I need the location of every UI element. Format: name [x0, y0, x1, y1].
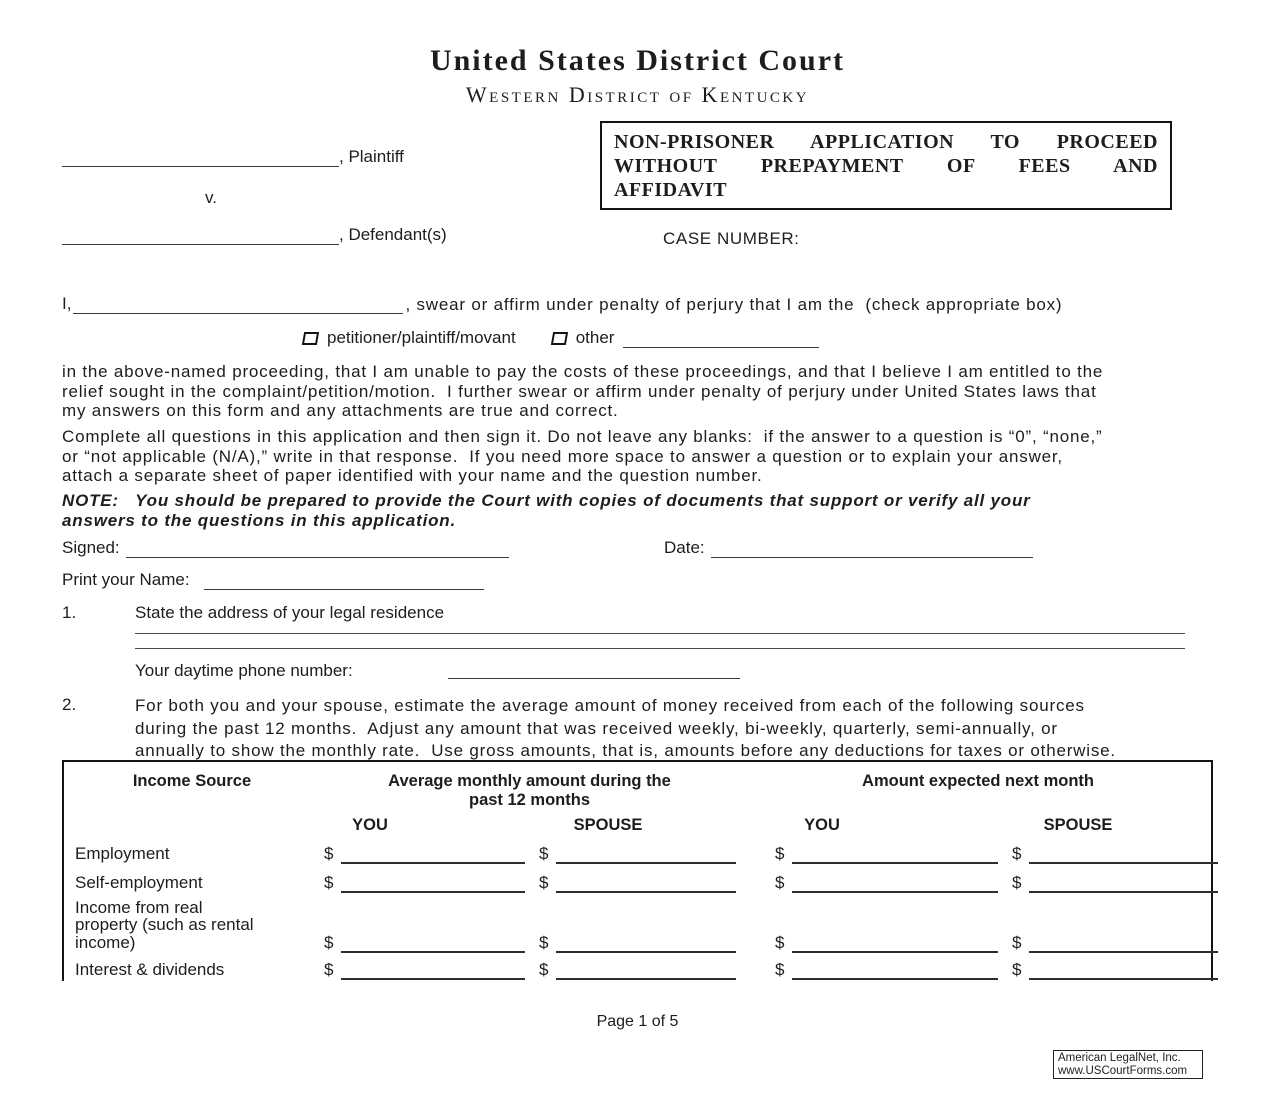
dollar-sign: $: [324, 844, 334, 863]
income-row-label-line: Income from real: [75, 897, 203, 917]
paragraph-line: relief sought in the complaint/petition/motion. I further swear or affirm under penalty of perjury under United States laws that: [62, 381, 1097, 401]
realproperty-avg-spouse-field[interactable]: [556, 937, 736, 953]
note-paragraph: [62, 491, 1031, 530]
employment-next-spouse-field[interactable]: [1029, 848, 1218, 864]
dollar-sign: $: [539, 933, 549, 952]
income-row-label: [75, 845, 169, 863]
paragraph-line: during the past 12 months. Adjust any amount that was received weekly, bi-weekly, quarterly, semi-annually, or: [135, 718, 1058, 738]
form-title-box: [600, 121, 1172, 210]
income-row-label: [75, 874, 203, 892]
avg-monthly-header-line: past 12 months: [468, 791, 591, 809]
vendor-url: www.USCourtForms.com: [1058, 1064, 1188, 1077]
case-number-label: CASE NUMBER:: [663, 229, 800, 248]
other-checkbox[interactable]: [551, 332, 568, 345]
dollar-sign: $: [324, 960, 334, 979]
form-title-line: WITHOUT PREPAYMENT OF FEES AND: [614, 155, 1158, 177]
plaintiff-name-field[interactable]: [62, 150, 339, 167]
page-number: Page 1 of 5: [596, 1013, 679, 1030]
selfemployment-avg-spouse-field[interactable]: [556, 877, 736, 893]
question-1-text: State the address of your legal residence: [135, 603, 445, 622]
petitioner-checkbox-label: petitioner/plaintiff/movant: [327, 328, 516, 347]
date-row: [664, 538, 1033, 558]
versus-label: v.: [205, 188, 217, 207]
print-name-label: Print your Name:: [62, 570, 190, 589]
table-row-employment: [73, 840, 1207, 864]
selfemployment-avg-you-field[interactable]: [341, 877, 525, 893]
question-1-number: 1.: [62, 603, 77, 622]
realproperty-avg-you-field[interactable]: [341, 937, 525, 953]
interest-next-you-field[interactable]: [792, 964, 998, 980]
amount-cell: [1012, 844, 1218, 864]
realproperty-next-you-field[interactable]: [792, 937, 998, 953]
amount-cell: [539, 873, 736, 893]
date-label: Date:: [664, 538, 705, 557]
print-name-field[interactable]: [204, 573, 484, 590]
swear-prefix: I,: [62, 294, 72, 313]
interest-avg-you-field[interactable]: [341, 964, 525, 980]
avg-monthly-header-line: Average monthly amount during the: [388, 772, 671, 790]
vendor-name: American LegalNet, Inc.: [1058, 1052, 1181, 1064]
amount-cell: [775, 873, 998, 893]
paragraph-line: For both you and your spouse, estimate the average amount of money received from each of the following sources: [135, 696, 1085, 715]
amount-cell: [324, 933, 525, 953]
amount-cell: [324, 873, 525, 893]
dollar-sign: $: [775, 933, 785, 952]
signature-field[interactable]: [126, 541, 509, 558]
income-row-label-line: property (such as rental: [75, 915, 254, 934]
amount-cell: [1012, 873, 1218, 893]
income-row-label: [75, 899, 254, 952]
phone-label: Your daytime phone number:: [135, 661, 353, 680]
employment-next-you-field[interactable]: [792, 848, 998, 864]
expected-next-month-header: Amount expected next month: [862, 772, 1094, 790]
avg-monthly-header: [317, 772, 742, 810]
interest-avg-spouse-field[interactable]: [556, 964, 736, 980]
other-checkbox-label: other: [575, 328, 615, 347]
plaintiff-label: , Plaintiff: [339, 147, 404, 166]
dollar-sign: $: [1012, 933, 1022, 952]
form-title-line: AFFIDAVIT: [614, 179, 728, 201]
dollar-sign: $: [539, 960, 549, 979]
paragraph-line: annually to show the monthly rate. Use gross amounts, that is, amounts before any deductions for taxes or otherwise.: [135, 741, 1116, 760]
affiant-name-field[interactable]: [73, 297, 403, 314]
selfemployment-next-you-field[interactable]: [792, 877, 998, 893]
dollar-sign: $: [775, 873, 785, 892]
proceeding-paragraph: [62, 362, 1103, 421]
realproperty-next-spouse-field[interactable]: [1029, 937, 1218, 953]
amount-cell: [539, 960, 736, 980]
paragraph-line: or “not applicable (N/A),” write in that response. If you need more space to answer a question or to explain your answer,: [62, 446, 1063, 466]
defendant-label: , Defendant(s): [339, 225, 447, 244]
swear-statement-row: [62, 294, 1062, 314]
dollar-sign: $: [775, 960, 785, 979]
instructions-paragraph: [62, 427, 1102, 486]
table-row-interest-dividends: [73, 956, 1207, 980]
plaintiff-row: [62, 147, 404, 167]
selfemployment-next-spouse-field[interactable]: [1029, 877, 1218, 893]
other-specify-field[interactable]: [623, 331, 819, 348]
dollar-sign: $: [539, 873, 549, 892]
table-row-real-property: [73, 898, 1207, 953]
note-line: NOTE: You should be prepared to provide the Court with copies of documents that support or verify all your: [62, 491, 1031, 510]
dollar-sign: $: [324, 873, 334, 892]
defendant-row: [62, 225, 447, 245]
income-row-label-line: Employment: [75, 843, 170, 863]
vendor-box: [1053, 1050, 1203, 1079]
court-title: United States District Court: [429, 44, 846, 77]
dollar-sign: $: [539, 844, 549, 863]
employment-avg-you-field[interactable]: [341, 848, 525, 864]
amount-cell: [1012, 933, 1218, 953]
note-line: answers to the questions in this application.: [62, 510, 456, 530]
amount-cell: [539, 933, 736, 953]
form-title-line: NON-PRISONER APPLICATION TO PROCEED: [614, 131, 1158, 153]
income-row-label: [75, 961, 224, 979]
income-row-label-line: Interest & dividends: [75, 959, 225, 979]
address-line-2-field[interactable]: [135, 632, 1185, 649]
income-table: [62, 760, 1213, 981]
dollar-sign: $: [1012, 873, 1022, 892]
paragraph-line: in the above-named proceeding, that I am unable to pay the costs of these proceedings, and that I believe I am entitled to the: [62, 362, 1104, 381]
question-2-number: 2.: [62, 695, 77, 714]
income-row-label-line: Self-employment: [75, 872, 203, 892]
interest-next-spouse-field[interactable]: [1029, 964, 1218, 980]
amount-cell: [775, 960, 998, 980]
spouse-header: SPOUSE: [573, 816, 643, 834]
date-field[interactable]: [711, 541, 1033, 558]
you-header: YOU: [804, 816, 840, 834]
phone-field[interactable]: [448, 662, 740, 679]
dollar-sign: $: [324, 933, 334, 952]
income-row-label-line: income): [75, 932, 136, 952]
checkbox-row: [303, 328, 819, 348]
amount-cell: [324, 844, 525, 864]
dollar-sign: $: [1012, 844, 1022, 863]
petitioner-checkbox[interactable]: [302, 332, 319, 345]
paragraph-line: my answers on this form and any attachments are true and correct.: [62, 401, 619, 420]
spouse-header: SPOUSE: [1043, 816, 1113, 834]
defendant-name-field[interactable]: [62, 228, 339, 245]
paragraph-line: attach a separate sheet of paper identified with your name and the question number.: [62, 466, 763, 485]
signed-label: Signed:: [62, 538, 120, 557]
amount-cell: [539, 844, 736, 864]
amount-cell: [1012, 960, 1218, 980]
signed-row: [62, 538, 509, 558]
question-2-text: [135, 695, 1116, 763]
print-name-row: [62, 570, 484, 590]
amount-cell: [775, 844, 998, 864]
income-source-header: Income Source: [132, 772, 252, 790]
amount-cell: [775, 933, 998, 953]
swear-statement: , swear or affirm under penalty of perjury that I am the (check appropriate box): [405, 294, 1063, 314]
table-row-self-employment: [73, 869, 1207, 893]
amount-cell: [324, 960, 525, 980]
dollar-sign: $: [775, 844, 785, 863]
dollar-sign: $: [1012, 960, 1022, 979]
employment-avg-spouse-field[interactable]: [556, 848, 736, 864]
district-subtitle: Western District of Kentucky: [465, 82, 810, 107]
you-header: YOU: [352, 816, 388, 834]
paragraph-line: Complete all questions in this application and then sign it. Do not leave any blanks: if the answer to a question is “0”, “none,”: [62, 427, 1103, 446]
